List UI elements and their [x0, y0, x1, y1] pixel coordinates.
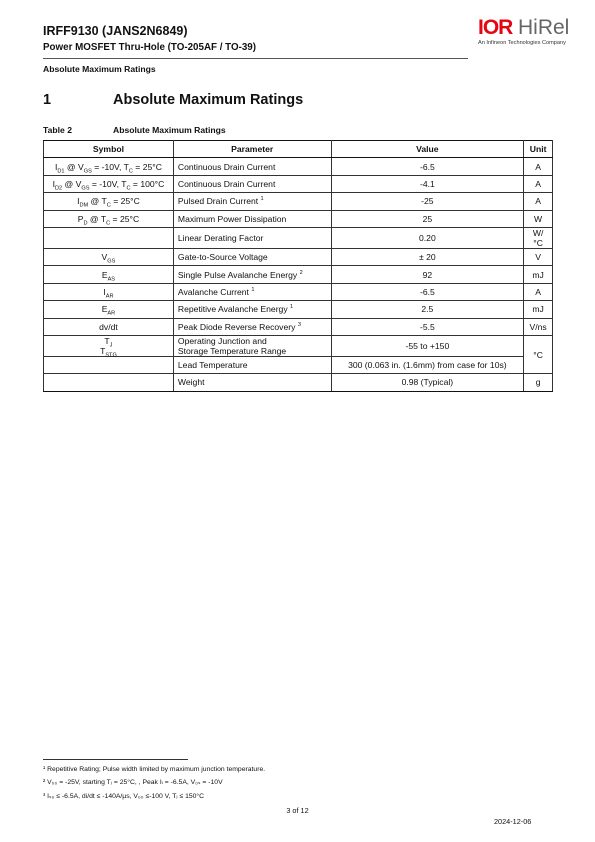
parameter-text: Maximum Power Dissipation — [177, 213, 287, 224]
value-cell: 2.5 — [331, 301, 524, 318]
footnote-reference: 2 — [299, 269, 303, 276]
symbol-part: C — [106, 203, 111, 210]
parameter-cell — [173, 301, 331, 318]
parameter-cell — [173, 158, 331, 175]
table-row — [44, 193, 553, 210]
symbol-cell — [44, 283, 174, 300]
value-cell: -4.1 — [331, 175, 524, 192]
unit-cell: mJ — [524, 301, 553, 318]
symbol-cell — [44, 301, 174, 318]
parameter-text: Avalanche Current — [177, 286, 249, 297]
unit-cell: W — [524, 210, 553, 227]
parameter-cell: Lead Temperature — [173, 356, 331, 373]
symbol-part: AR — [107, 311, 116, 318]
parameter-cell — [173, 335, 331, 356]
parameter-cell — [173, 193, 331, 210]
unit-cell: A — [524, 283, 553, 300]
symbol-part: GS — [107, 258, 116, 265]
header-divider — [43, 58, 468, 59]
page-number: 3 of 12 — [286, 806, 309, 815]
footnote-3: ³ Iₛ₀ ≤ -6.5A, di/dt ≤ -140A/µs, V₀₀ ≤-100 V, Tⱼ ≤ 150°C — [43, 793, 205, 800]
parameter-text: Peak Diode Reverse Recovery — [177, 321, 296, 332]
running-section-title: Absolute Maximum Ratings — [43, 64, 156, 74]
unit-cell: g — [524, 374, 553, 391]
unit-cell: V/ns — [524, 318, 553, 335]
footnote-reference: 3 — [297, 321, 301, 328]
symbol-part: D — [83, 220, 88, 227]
parameter-text: Linear Derating Factor — [177, 232, 264, 243]
parameter-cell — [173, 266, 331, 283]
symbol-part: = -10V, T — [89, 178, 127, 189]
document-date: 2024-12-06 — [494, 817, 532, 826]
symbol-part: E — [101, 304, 108, 315]
symbol-part: = 100°C — [130, 178, 165, 189]
document-title: IRFF9130 (JANS2N6849) — [43, 24, 188, 38]
header-unit: Unit — [524, 141, 553, 158]
hirel-logo-text: HiRel — [518, 16, 570, 39]
symbol-part: dv/dt — [99, 321, 118, 332]
symbol-tstg-main: T — [100, 345, 106, 356]
value-cell: ± 20 — [331, 248, 524, 265]
unit-cell: A — [524, 158, 553, 175]
section-title: Absolute Maximum Ratings — [113, 92, 304, 108]
symbol-part: I — [52, 178, 55, 189]
table-row — [44, 283, 553, 300]
footnote-reference: 1 — [260, 196, 264, 203]
header-value: Value — [331, 141, 524, 158]
unit-cell: A — [524, 193, 553, 210]
value-cell: 300 (0.063 in. (1.6mm) from case for 10s) — [331, 356, 524, 373]
logo-tagline: An Infineon Technologies Company — [478, 40, 566, 46]
symbol-part: AR — [105, 293, 114, 300]
company-logo — [478, 14, 584, 50]
parameter-cell — [173, 283, 331, 300]
symbol-part: @ V — [62, 178, 82, 189]
table-row — [44, 158, 553, 175]
parameter-cell — [173, 210, 331, 227]
parameter-line-1: Operating Junction and — [177, 335, 267, 346]
value-cell: -6.5 — [331, 283, 524, 300]
value-cell: -5.5 — [331, 318, 524, 335]
header-parameter: Parameter — [173, 141, 331, 158]
symbol-part: E — [101, 269, 108, 280]
parameter-line-2: Storage Temperature Range — [177, 345, 287, 356]
symbol-part: GS — [83, 168, 92, 175]
parameter-cell — [173, 248, 331, 265]
table-row — [44, 318, 553, 335]
symbol-cell — [44, 210, 174, 227]
symbol-part: I — [103, 286, 106, 297]
value-cell: -6.5 — [331, 158, 524, 175]
table-row — [44, 301, 553, 318]
symbol-cell — [44, 158, 174, 175]
symbol-part: C — [128, 168, 133, 175]
header-symbol: Symbol — [44, 141, 174, 158]
symbol-part: P — [77, 213, 84, 224]
symbol-part: C — [106, 220, 111, 227]
symbol-part: D1 — [57, 168, 65, 175]
symbol-cell — [44, 227, 174, 248]
symbol-part: = 25°C — [110, 213, 140, 224]
parameter-text: Continuous Drain Current — [177, 178, 276, 189]
symbol-part: D2 — [54, 185, 63, 192]
table-caption-number: Table 2 — [43, 125, 72, 135]
value-cell: -55 to +150 — [331, 335, 524, 356]
footnote-reference: 1 — [251, 287, 255, 294]
symbol-cell — [44, 318, 174, 335]
symbol-part: AS — [107, 276, 116, 283]
symbol-part: = 25°C — [132, 161, 162, 172]
symbol-part: @ V — [64, 161, 84, 172]
symbol-part: @ T — [88, 196, 107, 207]
value-cell: 0.20 — [331, 227, 524, 248]
ior-logo-mark: IOR — [478, 16, 513, 39]
section-number: 1 — [43, 92, 52, 108]
document-header — [43, 24, 468, 54]
symbol-part: = -10V, T — [91, 161, 129, 172]
symbol-cell — [44, 266, 174, 283]
table-row-lead-temperature — [44, 356, 553, 373]
symbol-cell — [44, 248, 174, 265]
unit-cell: V — [524, 248, 553, 265]
footnote-reference: 1 — [290, 304, 294, 311]
footnote-divider — [43, 759, 188, 760]
parameter-text: Gate-to-Source Voltage — [177, 252, 268, 263]
symbol-part: I — [54, 161, 58, 172]
symbol-cell — [44, 175, 174, 192]
unit-cell: mJ — [524, 266, 553, 283]
value-cell: 0.98 (Typical) — [331, 374, 524, 391]
symbol-cell — [44, 356, 174, 373]
table-row — [44, 266, 553, 283]
value-cell: 92 — [331, 266, 524, 283]
parameter-cell: Weight — [173, 374, 331, 391]
table-header-row — [44, 141, 553, 158]
symbol-part: V — [101, 252, 108, 263]
table-row-weight — [44, 374, 553, 391]
symbol-cell — [44, 193, 174, 210]
symbol-part: C — [126, 185, 131, 192]
symbol-part: DM — [79, 203, 89, 210]
parameter-text: Repetitive Avalanche Energy — [177, 304, 288, 315]
unit-cell: W/°C — [524, 227, 553, 248]
symbol-cell — [44, 374, 174, 391]
table-row — [44, 248, 553, 265]
table-caption-title: Absolute Maximum Ratings — [113, 125, 226, 135]
table-row-temperature-range — [44, 335, 553, 356]
table-row — [44, 175, 553, 192]
parameter-cell — [173, 227, 331, 248]
parameter-text: Pulsed Drain Current — [177, 196, 259, 207]
unit-cell: °C — [524, 335, 553, 373]
parameter-text: Continuous Drain Current — [177, 161, 276, 172]
symbol-part: = 25°C — [110, 196, 140, 207]
table-row — [44, 227, 553, 248]
unit-cell: A — [524, 175, 553, 192]
parameter-text: Single Pulse Avalanche Energy — [177, 269, 298, 280]
absolute-maximum-ratings-table — [43, 140, 553, 392]
table-row — [44, 210, 553, 227]
parameter-cell — [173, 175, 331, 192]
symbol-tstg-sub: STG — [105, 352, 117, 359]
parameter-cell — [173, 318, 331, 335]
document-subtitle: Power MOSFET Thru-Hole (TO-205AF / TO-39) — [43, 42, 257, 53]
symbol-part: I — [77, 196, 80, 207]
value-cell: -25 — [331, 193, 524, 210]
footnote-1: ¹ Repetitive Rating; Pulse width limited by maximum junction temperature. — [43, 766, 266, 773]
symbol-part: GS — [81, 185, 90, 192]
footnote-2: ² V₀₀ = -25V, starting Tⱼ = 25°C, , Peak Iₗ = -6.5A, V₀ₛ = -10V — [43, 779, 223, 786]
symbol-cell — [44, 335, 174, 359]
symbol-part: @ T — [87, 213, 107, 224]
value-cell: 25 — [331, 210, 524, 227]
symbol-tj-main: T — [104, 335, 110, 346]
symbol-tj-sub: J — [109, 342, 113, 349]
